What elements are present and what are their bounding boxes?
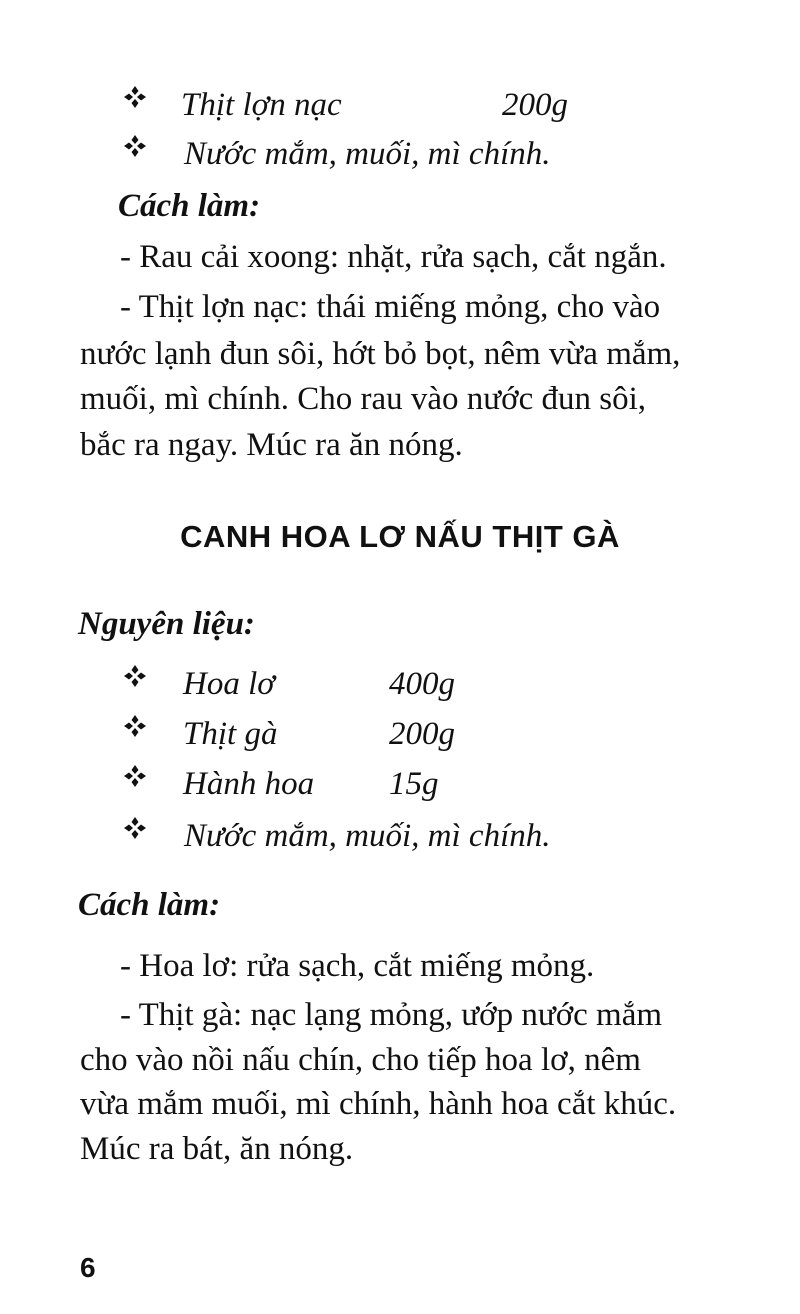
ingredient-row <box>0 816 800 856</box>
method-line: vừa mắm muối, mì chính, hành hoa cắt khúc. <box>80 1086 677 1122</box>
method-heading: Cách làm: <box>78 887 221 923</box>
ingredients-heading: Nguyên liệu: <box>78 606 255 642</box>
method-line: - Hoa lơ: rửa sạch, cắt miếng mỏng. <box>120 948 595 984</box>
recipe-title: CANH HOA LƠ NẤU THỊT GÀ <box>180 519 620 554</box>
method-line: bắc ra ngay. Múc ra ăn nóng. <box>80 427 463 463</box>
ingredient-amount: 200g <box>502 87 568 123</box>
four-diamond-icon <box>123 85 147 109</box>
method-line: cho vào nồi nấu chín, cho tiếp hoa lơ, nêm <box>80 1042 641 1078</box>
method-line: - Rau cải xoong: nhặt, rửa sạch, cắt ngắn. <box>120 239 667 275</box>
ingredient-row <box>0 714 800 754</box>
ingredient-name: Thịt gà <box>183 716 278 752</box>
method-line: - Thịt gà: nạc lạng mỏng, ướp nước mắm <box>120 997 663 1033</box>
ingredient-row <box>0 134 800 174</box>
method-line: Múc ra bát, ăn nóng. <box>80 1131 354 1167</box>
four-diamond-icon <box>123 816 147 840</box>
method-line: nước lạnh đun sôi, hớt bỏ bọt, nêm vừa mắm, <box>80 336 681 372</box>
method-heading: Cách làm: <box>118 188 261 224</box>
four-diamond-icon <box>123 764 147 788</box>
ingredient-amount: 15g <box>389 766 439 802</box>
ingredient-name: Hành hoa <box>183 766 315 802</box>
ingredient-row <box>0 85 800 125</box>
four-diamond-icon <box>123 664 147 688</box>
method-line: muối, mì chính. Cho rau vào nước đun sôi, <box>80 381 647 417</box>
ingredient-row <box>0 664 800 704</box>
ingredient-name: Thịt lợn nạc <box>181 87 342 123</box>
method-line: - Thịt lợn nạc: thái miếng mỏng, cho vào <box>120 289 661 325</box>
ingredient-name: Nước mắm, muối, mì chính. <box>184 818 551 854</box>
page-number: 6 <box>80 1252 96 1283</box>
ingredient-name: Nước mắm, muối, mì chính. <box>184 136 551 172</box>
ingredient-amount: 400g <box>389 666 455 702</box>
ingredient-row <box>0 764 800 804</box>
four-diamond-icon <box>123 134 147 158</box>
ingredient-amount: 200g <box>389 716 455 752</box>
ingredient-name: Hoa lơ <box>183 666 275 702</box>
four-diamond-icon <box>123 714 147 738</box>
